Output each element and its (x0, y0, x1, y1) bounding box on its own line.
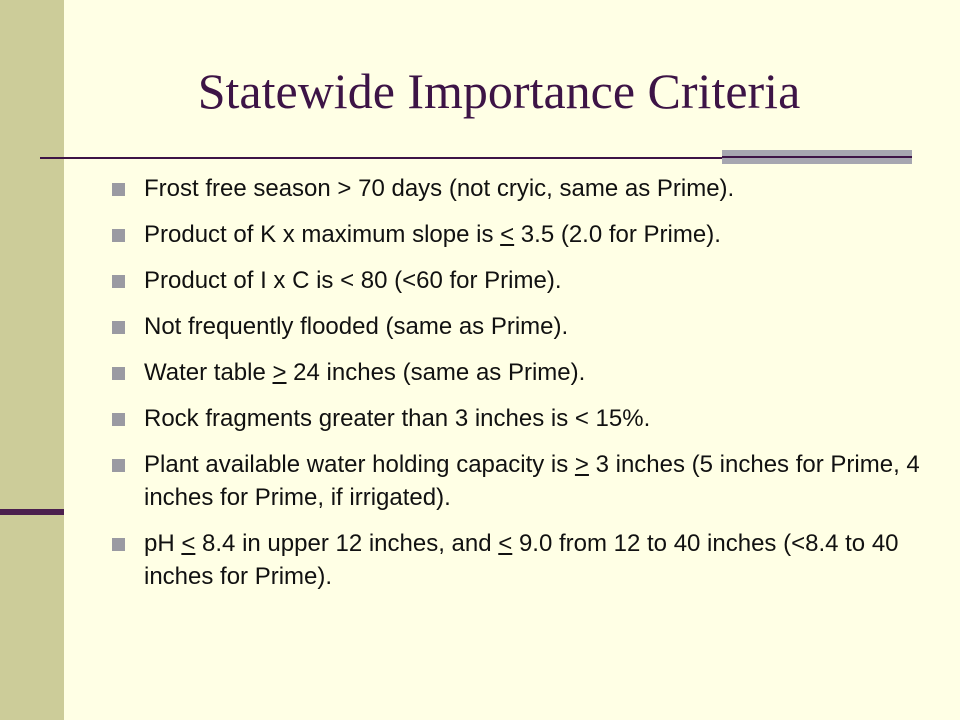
bullet-text: 9.0 from 12 to 40 inches (<8.4 to 40 inches for Prime). (144, 530, 899, 590)
bullet-text: Not frequently flooded (same as Prime). (144, 313, 569, 340)
square-bullet-icon (112, 367, 125, 380)
bullet-text: Water table (144, 359, 273, 386)
underlined-symbol: < (498, 530, 513, 557)
underlined-symbol: < (500, 221, 515, 248)
bullet-text: 3.5 (2.0 for Prime). (514, 221, 721, 248)
square-bullet-icon (112, 413, 125, 426)
bullet-item (112, 310, 932, 343)
square-bullet-icon (112, 321, 125, 334)
bullet-text: Plant available water holding capacity is (144, 451, 575, 478)
bullet-text: Product of I x C is < 80 (<60 for Prime). (144, 267, 562, 294)
bullet-text: Rock fragments greater than 3 inches is < 15%. (144, 405, 651, 432)
left-decorative-band (0, 0, 64, 720)
bullet-item (112, 356, 932, 389)
underlined-symbol: < (181, 530, 196, 557)
square-bullet-icon (112, 183, 125, 196)
underlined-symbol: > (272, 359, 287, 386)
bullet-list (112, 172, 932, 606)
bullet-text: 24 inches (same as Prime). (286, 359, 586, 386)
underlined-symbol: > (574, 451, 589, 478)
bullet-item (112, 448, 932, 514)
bullet-item (112, 402, 932, 435)
bullet-item (112, 218, 932, 251)
bullet-item (112, 172, 932, 205)
square-bullet-icon (112, 538, 125, 551)
bullet-text: pH (144, 530, 182, 557)
square-bullet-icon (112, 275, 125, 288)
bullet-item (112, 264, 932, 297)
square-bullet-icon (112, 459, 125, 472)
bullet-item (112, 527, 932, 593)
bullet-text: Product of K x maximum slope is (144, 221, 501, 248)
bullet-text: Frost free season > 70 days (not cryic, same as Prime). (144, 175, 735, 202)
left-band-accent-line (0, 509, 64, 515)
square-bullet-icon (112, 229, 125, 242)
bullet-text: 8.4 in upper 12 inches, and (195, 530, 499, 557)
title-rule-accent-block (722, 150, 912, 164)
slide-title: Statewide Importance Criteria (197, 63, 801, 119)
bullet-text: 3 inches (5 inches for Prime, 4 inches for Prime, if irrigated). (144, 451, 920, 511)
